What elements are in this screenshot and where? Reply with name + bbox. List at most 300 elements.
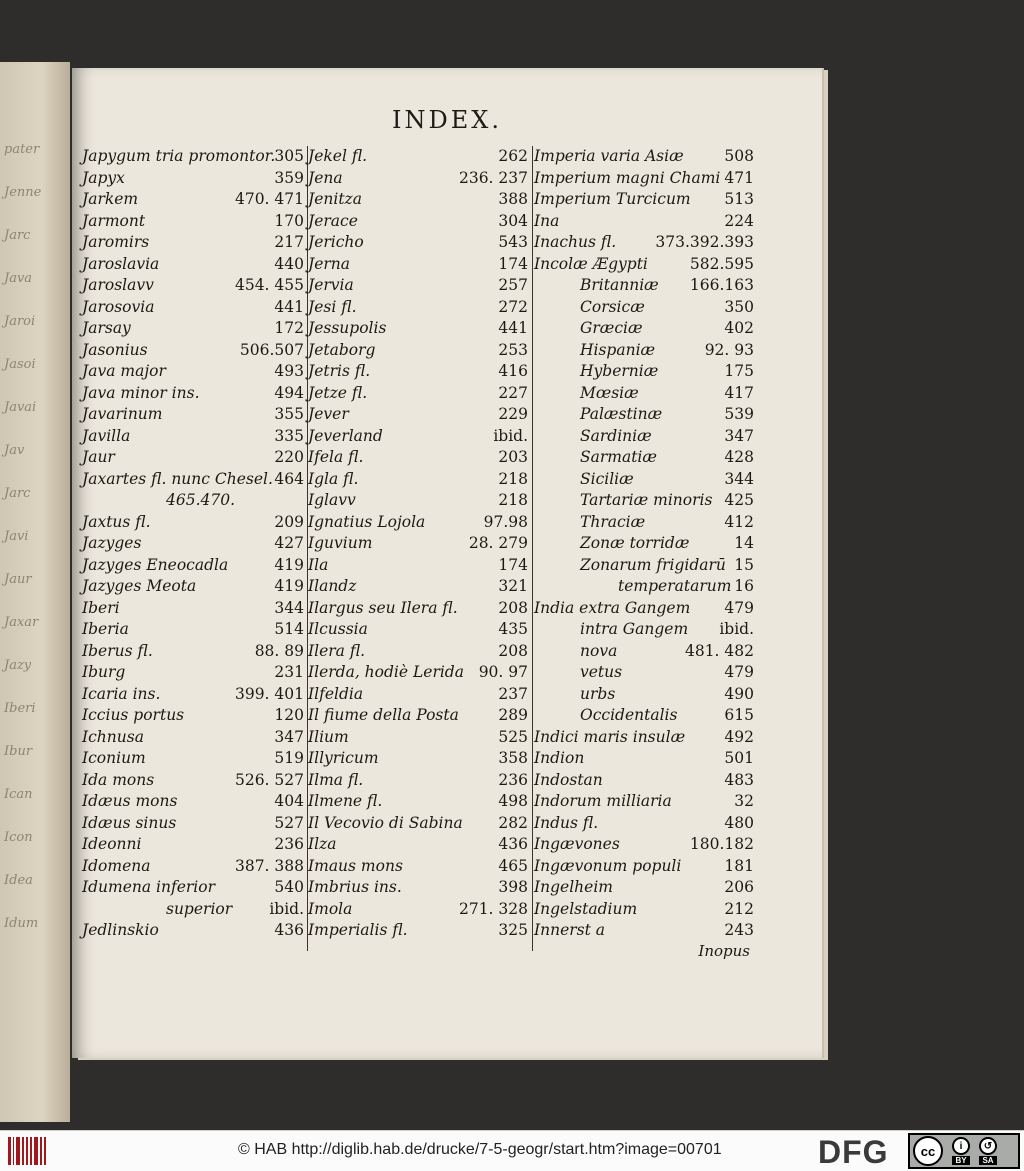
index-entry (82, 447, 306, 469)
entry-term: Jaxartes fl. nunc Chesel. (82, 469, 273, 488)
entry-pages: 335 (274, 426, 304, 445)
ghost-text: Javi (4, 529, 29, 544)
entry-pages: 206 (724, 878, 754, 896)
entry-pages: ibid. (493, 426, 528, 445)
entry-pages: 514 (274, 620, 304, 638)
entry-term: Iconium (82, 749, 146, 767)
index-entry (534, 383, 756, 405)
index-entry (308, 275, 530, 297)
entry-term: Jericho (308, 233, 364, 251)
entry-pages: 428 (724, 448, 754, 466)
index-entry (534, 404, 756, 426)
entry-term: Jarsay (82, 319, 131, 337)
index-entry (308, 447, 530, 469)
entry-pages: 358 (498, 749, 528, 767)
index-entry (82, 340, 306, 362)
entry-term: Iburg (82, 663, 126, 681)
entry-pages: 325 (498, 921, 528, 939)
entry-pages: 209 (274, 512, 304, 531)
entry-pages: 540 (274, 878, 304, 896)
by-label: BY (952, 1156, 969, 1165)
index-entry (82, 383, 306, 405)
entry-pages: 212 (724, 899, 754, 918)
person-icon: i (952, 1137, 970, 1155)
entry-term: Iccius portus (82, 706, 185, 724)
entry-pages: 498 (498, 792, 528, 810)
entry-term: Ilfeldia (308, 684, 364, 703)
ghost-text: Icon (4, 830, 33, 845)
entry-pages: 416 (498, 362, 528, 380)
entry-term: Zonarum frigidarū (580, 555, 726, 574)
entry-term: Jena (308, 168, 343, 187)
ghost-text: Jenne (4, 185, 42, 200)
index-entry (534, 748, 756, 770)
entry-term: Ilandz (308, 577, 357, 595)
entry-term: Idæus mons (82, 792, 178, 810)
entry-pages: 493 (274, 362, 304, 380)
index-entry (308, 705, 530, 727)
index-column-1 (82, 146, 306, 942)
entry-pages: 465 (498, 856, 528, 875)
index-entry (534, 727, 756, 749)
index-entry (534, 555, 756, 577)
index-entry (534, 856, 756, 878)
entry-pages: 435 (498, 620, 528, 638)
entry-term: Jerace (308, 211, 358, 230)
entry-term: Icaria ins. (82, 684, 161, 703)
entry-term: Inachus fl. (534, 233, 617, 251)
entry-term: Illyricum (308, 749, 379, 767)
index-entry (308, 426, 530, 448)
index-entry (308, 533, 530, 555)
index-entry (308, 168, 530, 190)
entry-term: Javarinum (82, 405, 163, 423)
index-column-3 (534, 146, 756, 942)
index-column-2 (308, 146, 530, 942)
entry-pages: 404 (274, 792, 304, 810)
entry-term: Hispaniæ (580, 340, 656, 359)
entry-pages: 262 (498, 147, 528, 165)
entry-term: Indus fl. (534, 813, 599, 832)
entry-pages: 218 (498, 469, 528, 488)
entry-term: Jenitza (308, 190, 362, 208)
entry-term: Il Vecovio di Sabina (308, 813, 463, 832)
entry-pages: 483 (724, 770, 754, 789)
entry-term: temperatarum (618, 577, 732, 595)
index-entry (308, 684, 530, 706)
entry-term: Hyberniæ (580, 362, 659, 380)
entry-pages: 203 (498, 448, 528, 466)
entry-pages: 399. 401 (234, 684, 304, 703)
entry-pages: 508 (724, 147, 754, 165)
sa-label: SA (979, 1156, 996, 1165)
entry-term: Corsicæ (580, 297, 645, 316)
index-entry (308, 920, 530, 942)
entry-pages: 470. 471 (234, 190, 304, 208)
catchword: Inopus (698, 942, 750, 960)
entry-term: Jarmont (82, 211, 146, 230)
entry-term: Jazyges Eneocadla (82, 555, 229, 574)
entry-term: Siciliæ (580, 469, 634, 488)
entry-pages: 350 (724, 297, 754, 316)
entry-pages: 436 (274, 921, 304, 939)
entry-pages: 454. 455 (234, 276, 304, 294)
index-entry (82, 318, 306, 340)
index-entry (534, 877, 756, 899)
entry-term: Jekel fl. (308, 147, 368, 165)
index-entry (534, 490, 756, 512)
index-entry (82, 813, 306, 835)
entry-pages: 582.595 (689, 254, 754, 273)
entry-pages: 494 (274, 383, 304, 402)
entry-pages: 92. 93 (704, 340, 754, 359)
entry-term: Idumena inferior (82, 878, 216, 896)
entry-term: intra Gangem (580, 620, 689, 638)
hab-logo-icon (8, 1137, 46, 1165)
entry-term: Britanniæ (580, 276, 659, 294)
by-attribution (952, 1137, 970, 1165)
entry-term: Sarmatiæ (580, 448, 657, 466)
index-entry (308, 232, 530, 254)
index-entry (308, 383, 530, 405)
index-entry (534, 662, 756, 684)
entry-term: Japyx (82, 168, 125, 187)
index-entry (534, 275, 756, 297)
index-entry (82, 490, 306, 512)
entry-pages: 257 (498, 276, 528, 294)
index-entry (82, 404, 306, 426)
index-entry (308, 641, 530, 663)
entry-term: superior (166, 899, 233, 918)
entry-term: Java minor ins. (82, 383, 200, 402)
entry-term: 465.470. (166, 491, 236, 509)
entry-term: India extra Gangem (534, 598, 691, 617)
index-entry (308, 211, 530, 233)
index-entry (534, 813, 756, 835)
ghost-text: Jav (4, 443, 25, 458)
entry-pages: 15 (734, 555, 754, 574)
dfg-logo: DFG (818, 1134, 889, 1170)
index-entry (534, 469, 756, 491)
entry-pages: 16 (734, 577, 754, 595)
entry-pages: 359 (274, 168, 304, 187)
index-entry (534, 297, 756, 319)
entry-pages: 490 (724, 684, 754, 703)
index-entry (308, 404, 530, 426)
entry-term: Jetze fl. (308, 383, 368, 402)
index-entry (82, 748, 306, 770)
index-entry (534, 426, 756, 448)
entry-term: Imola (308, 899, 353, 918)
index-entry (534, 232, 756, 254)
entry-pages: 347 (274, 727, 304, 746)
index-entry (82, 189, 306, 211)
entry-pages: 217 (274, 233, 304, 251)
ghost-text: Iberi (4, 701, 36, 716)
index-entry (82, 555, 306, 577)
index-entry (82, 512, 306, 534)
entry-term: Jazyges Meota (82, 577, 197, 595)
entry-pages: 172 (274, 319, 304, 337)
entry-term: vetus (580, 663, 623, 681)
index-entry (82, 834, 306, 856)
index-entry (82, 426, 306, 448)
index-entry (82, 727, 306, 749)
entry-pages: 419 (274, 555, 304, 574)
entry-pages: 271. 328 (458, 899, 528, 918)
entry-pages: 402 (724, 319, 754, 337)
entry-pages: 243 (724, 921, 754, 939)
index-entry (534, 598, 756, 620)
entry-pages: 525 (498, 727, 528, 746)
entry-term: Jaromirs (82, 233, 150, 251)
entry-pages: 425 (724, 491, 754, 509)
entry-pages: 227 (498, 383, 528, 402)
entry-pages: 289 (498, 706, 528, 724)
entry-pages: 181 (724, 856, 754, 875)
entry-term: Ignatius Lojola (308, 512, 426, 531)
index-entry (82, 662, 306, 684)
index-entry (534, 146, 756, 168)
entry-term: Jasonius (82, 340, 148, 359)
entry-term: Jetris fl. (308, 362, 371, 380)
index-entry (82, 254, 306, 276)
index-entry (308, 254, 530, 276)
entry-term: Iberi (82, 598, 120, 617)
column-rule (532, 146, 533, 951)
index-entry (82, 361, 306, 383)
entry-term: Idomena (82, 856, 151, 875)
entry-pages: 88. 89 (254, 641, 304, 660)
entry-term: Thraciæ (580, 512, 646, 531)
index-entry (82, 146, 306, 168)
entry-term: Jerna (308, 254, 351, 273)
index-entry (82, 684, 306, 706)
index-entry (308, 813, 530, 835)
entry-term: Imaus mons (308, 856, 403, 875)
entry-pages: 441 (498, 319, 528, 337)
entry-pages: 220 (274, 448, 304, 466)
entry-term: Iberia (82, 620, 129, 638)
page-title: INDEX. (392, 106, 502, 134)
entry-pages: 175 (724, 362, 754, 380)
entry-term: nova (580, 641, 618, 660)
entry-pages: 436 (498, 835, 528, 853)
index-entry (308, 576, 530, 598)
ghost-text: Idea (4, 873, 33, 888)
index-entry (82, 469, 306, 491)
entry-term: Ichnusa (82, 727, 144, 746)
entry-pages: 14 (734, 534, 754, 552)
index-entry (82, 576, 306, 598)
index-entry (534, 189, 756, 211)
index-entry (534, 920, 756, 942)
entry-term: Palæstinæ (580, 405, 663, 423)
entry-pages: 170 (274, 211, 304, 230)
index-entry (534, 705, 756, 727)
entry-term: Tartariæ minoris (580, 491, 713, 509)
ghost-text: Idum (4, 916, 39, 931)
entry-pages: 174 (498, 555, 528, 574)
index-entry (82, 297, 306, 319)
cc-license-badge[interactable] (908, 1133, 1020, 1169)
entry-term: Imperia varia Asiæ (534, 147, 684, 165)
entry-term: Ilera fl. (308, 641, 366, 660)
entry-pages: 208 (498, 598, 528, 617)
index-entry (82, 168, 306, 190)
entry-term: Jaur (82, 448, 115, 466)
entry-pages: 236 (274, 835, 304, 853)
entry-term: Jazyges (82, 534, 142, 552)
entry-term: Jarkem (82, 190, 139, 208)
entry-pages: 180.182 (689, 835, 754, 853)
entry-term: Indostan (534, 770, 603, 789)
entry-pages: 344 (274, 598, 304, 617)
entry-term: Sardiniæ (580, 426, 652, 445)
entry-pages: 344 (724, 469, 754, 488)
index-entry (534, 512, 756, 534)
entry-pages: 506.507 (239, 340, 304, 359)
ghost-text: Jaxar (4, 615, 39, 630)
ghost-text: Java (4, 271, 33, 286)
entry-pages: 166.163 (689, 276, 754, 294)
entry-term: Ingelheim (534, 878, 613, 896)
entry-pages: 224 (724, 211, 754, 230)
entry-term: Ifela fl. (308, 448, 364, 466)
entry-pages: 218 (498, 491, 528, 509)
entry-term: Jedlinskio (82, 921, 159, 939)
entry-pages: 236. 237 (458, 168, 528, 187)
ghost-text: Jazy (4, 658, 32, 673)
entry-term: Ingelstadium (534, 899, 638, 918)
index-entry (82, 211, 306, 233)
copyright-link[interactable]: © HAB http://diglib.hab.de/drucke/7-5-geogr/start.htm?image=00701 (238, 1141, 722, 1158)
share-alike (979, 1137, 997, 1165)
index-entry (308, 662, 530, 684)
entry-term: Iguvium (308, 534, 373, 552)
entry-term: Il fiume della Posta (308, 706, 459, 724)
entry-term: Iberus fl. (82, 641, 153, 660)
entry-pages: 120 (274, 706, 304, 724)
entry-term: Jarosovia (82, 297, 155, 316)
entry-term: Jessupolis (308, 319, 387, 337)
entry-term: urbs (580, 684, 616, 703)
entry-term: Jesi fl. (308, 297, 357, 316)
index-entry (308, 834, 530, 856)
entry-term: Java major (82, 362, 166, 380)
entry-term: Ilma fl. (308, 770, 364, 789)
entry-pages: 388 (498, 190, 528, 208)
index-entry (534, 619, 756, 641)
entry-pages: 32 (734, 792, 754, 810)
entry-pages: 479 (724, 663, 754, 681)
index-entry (308, 512, 530, 534)
entry-pages: 464 (274, 469, 304, 488)
entry-pages: 347 (724, 426, 754, 445)
entry-term: Incolæ Ægypti (534, 254, 648, 273)
entry-pages: 253 (498, 340, 528, 359)
entry-term: Ilza (308, 835, 337, 853)
entry-pages: 427 (274, 534, 304, 552)
entry-pages: 417 (724, 383, 754, 402)
entry-pages: 492 (724, 727, 754, 746)
entry-pages: 526. 527 (234, 770, 304, 789)
entry-term: Ilmene fl. (308, 792, 383, 810)
footer-bar (0, 1130, 1024, 1171)
entry-term: Idæus sinus (82, 813, 177, 832)
index-entry (308, 856, 530, 878)
index-entry (534, 576, 756, 598)
entry-term: Jervia (308, 276, 354, 294)
index-entry (534, 361, 756, 383)
index-entry (82, 641, 306, 663)
index-entry (308, 877, 530, 899)
entry-pages: 479 (724, 598, 754, 617)
index-entry (308, 361, 530, 383)
entry-pages: 97.98 (483, 512, 528, 531)
ghost-text: Jarc (4, 228, 31, 243)
entry-pages: 501 (724, 749, 754, 767)
index-entry (308, 146, 530, 168)
entry-term: Indorum milliaria (534, 792, 672, 810)
entry-term: Imperialis fl. (308, 921, 408, 939)
entry-term: Iglavv (308, 491, 356, 509)
entry-pages: 539 (724, 405, 754, 423)
index-entry (82, 856, 306, 878)
entry-term: Jaxtus fl. (82, 512, 151, 531)
entry-pages: 28. 279 (468, 534, 528, 552)
entry-pages: 237 (498, 684, 528, 703)
index-entry (308, 598, 530, 620)
entry-pages: 527 (274, 813, 304, 832)
entry-pages: 387. 388 (234, 856, 304, 875)
index-entry (308, 189, 530, 211)
index-entry (82, 619, 306, 641)
entry-pages: 480 (724, 813, 754, 832)
ghost-text: Ican (4, 787, 33, 802)
index-entry (308, 297, 530, 319)
entry-term: Innerst a (534, 921, 606, 939)
index-entry (82, 232, 306, 254)
entry-term: Jever (308, 405, 349, 423)
cc-icon: cc (913, 1136, 943, 1166)
entry-pages: 231 (274, 663, 304, 681)
ghost-text: Jaroi (4, 314, 36, 329)
entry-term: Javilla (82, 426, 131, 445)
entry-term: Græciæ (580, 319, 643, 337)
ghost-text: pater (4, 142, 40, 157)
index-entry (308, 555, 530, 577)
entry-term: Ilargus seu Ilera fl. (308, 598, 458, 617)
entry-term: Ingævonum populi (534, 856, 682, 875)
entry-pages: 208 (498, 641, 528, 660)
entry-pages: 305 (274, 147, 304, 165)
entry-term: Mœsiæ (580, 383, 639, 402)
entry-term: Imbrius ins. (308, 878, 402, 896)
entry-pages: 481. 482 (684, 641, 754, 660)
entry-term: Jaroslavia (82, 254, 160, 273)
entry-pages: 441 (274, 297, 304, 316)
entry-term: Ila (308, 555, 329, 574)
ghost-text: Ibur (4, 744, 33, 759)
index-entry (82, 770, 306, 792)
book-page (72, 68, 822, 1058)
entry-term: Jetaborg (308, 340, 376, 359)
ghost-text: Jasoi (4, 357, 36, 372)
index-entry (308, 318, 530, 340)
entry-pages: ibid. (719, 620, 754, 638)
index-entry (82, 877, 306, 899)
